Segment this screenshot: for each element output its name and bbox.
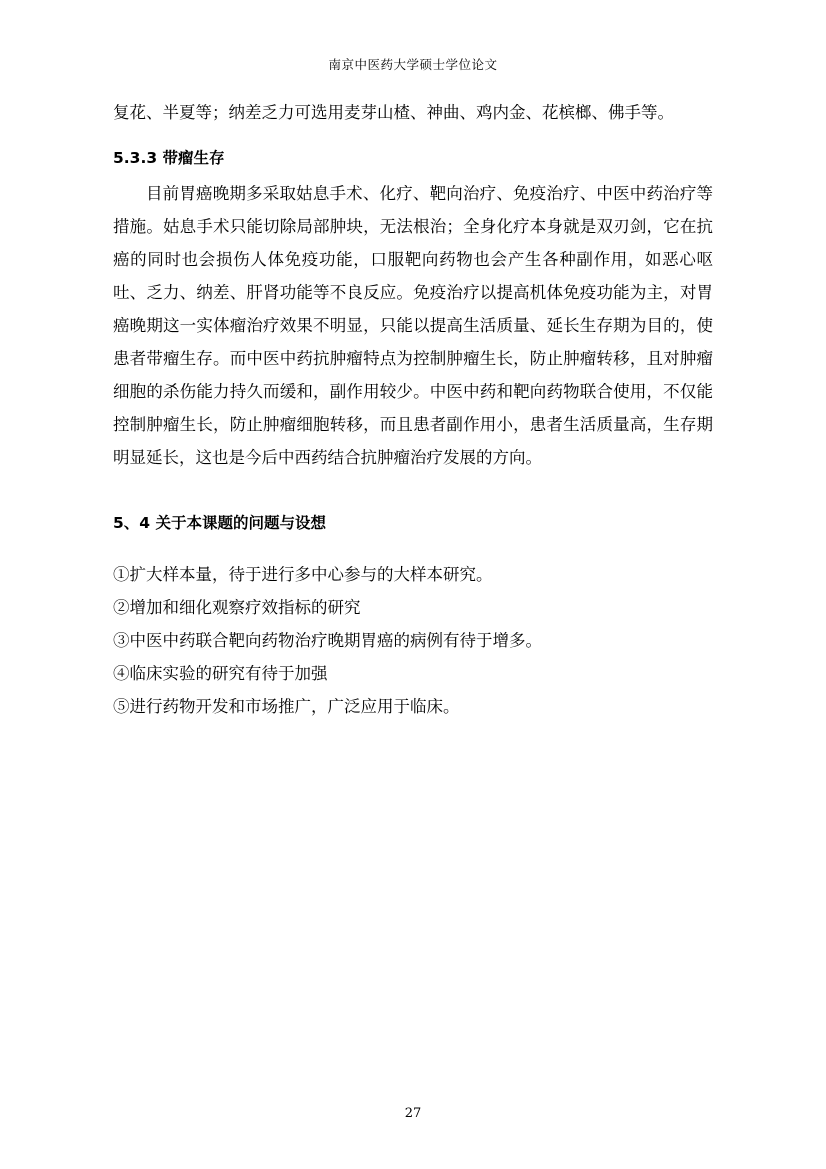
list-item: ③中医中药联合靶向药物治疗晚期胃癌的病例有待于增多。 (113, 631, 542, 650)
list-item: ①扩大样本量，待于进行多中心参与的大样本研究。 (113, 565, 493, 584)
list-item: ⑤进行药物开发和市场推广，广泛应用于临床。 (113, 697, 460, 716)
continued-paragraph: 复花、半夏等；纳差乏力可选用麦芽山楂、神曲、鸡内金、花槟榔、佛手等。 (113, 103, 674, 122)
list-item: ④临床实验的研究有待于加强 (113, 664, 328, 683)
page-number: 27 (404, 1106, 422, 1121)
list-item: ②增加和细化观察疗效指标的研究 (113, 598, 361, 617)
section-heading-5-4: 5、4 关于本课题的问题与设想 (113, 514, 326, 532)
running-header: 南京中医药大学硕士学位论文 (328, 57, 498, 72)
section-heading-5-3-3: 5.3.3 带瘤生存 (113, 149, 225, 167)
page-body (113, 96, 713, 723)
page-content (113, 0, 713, 1169)
section-5-4-list (113, 558, 713, 723)
section-5-3-3-paragraph: 目前胃癌晚期多采取姑息手术、化疗、靶向治疗、免疫治疗、中医中药治疗等措施。姑息手术只能切除局部肿块，无法根治；全身化疗本身就是双刃剑，它在抗癌的同时也会损伤人体免疫功能，口服靶向药物也会产生各种副作用，如恶心呕吐、乏力、纳差、肝肾功能等不良反应。免疫治疗以提高机体免疫功能为主，对胃癌晚期这一实体瘤治疗效果不明显，只能以提高生活质量、延长生存期为目的，使患者带瘤生存。而中医中药抗肿瘤特点为控制肿瘤生长，防止肿瘤转移，且对肿瘤细胞的杀伤能力持久而缓和，副作用较少。中医中药和靶向药物联合使用，不仅能控制肿瘤生长，防止肿瘤细胞转移，而且患者副作用小，患者生活质量高，生存期明显延长，这也是今后中西药结合抗肿瘤治疗发展的方向。 (113, 184, 713, 467)
